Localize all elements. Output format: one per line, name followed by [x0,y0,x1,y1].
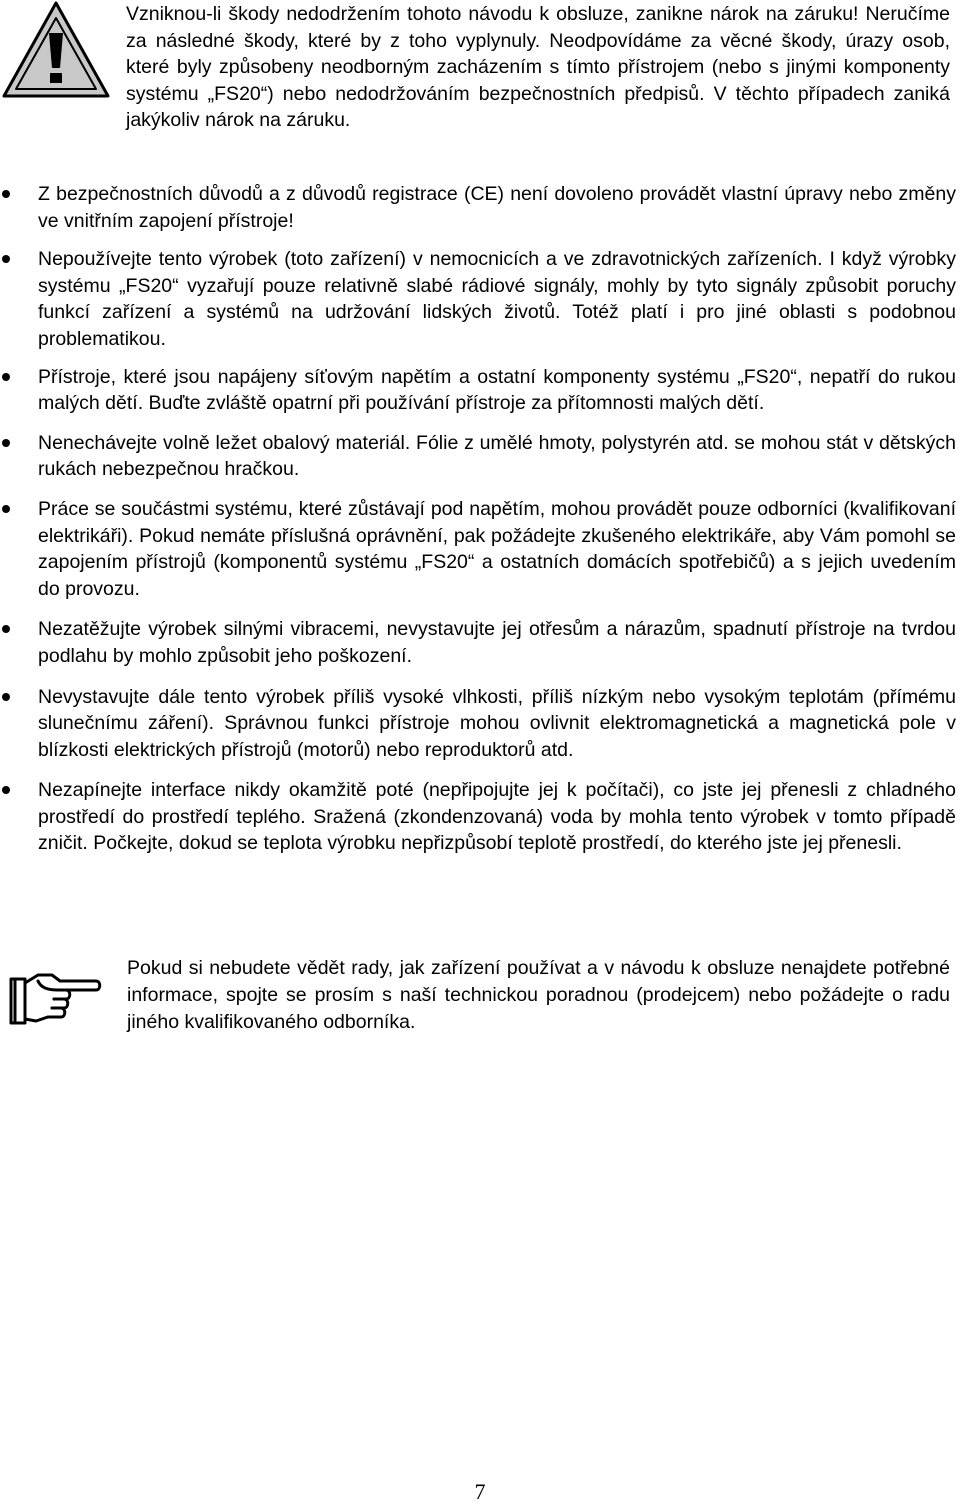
list-item-text: Z bezpečnostních důvodů a z důvodů registrace (CE) není dovoleno provádět vlastní úpravy nebo změny ve vnitřním zapojení přístroje! [38,183,956,232]
list-item-text: Práce se součástmi systému, které zůstávají pod napětím, mohou provádět pouze odborníci (kvalifikovaní elektrikáři). Pokud nemáte příslušná oprávnění, pak požádejte zkušeného elektrikáře, aby Vám pomohl se zapojením přístrojů (komponentů systému „FS20“ a ostatních domácích spotřebičů) a s jejich uvedením do provozu. [38,497,956,600]
bullet-icon [2,190,10,198]
list-item [0,181,956,234]
list-item-text: Nezapínejte interface nikdy okamžitě poté (nepřipojujte jej k počítači), co jste jej přenesli z chladného prostředí do prostředí teplého. Sražená (zkondenzovaná) voda by mohla tento výrobek v tomto případě zničit. Počkejte, dokud se teplota výrobku nepřizpůsobí teplotě prostředí, do kterého jste jej přenesli. [38,779,956,855]
list-item [0,777,956,857]
list-item [0,616,956,669]
bullet-icon [2,693,10,701]
list-item [0,684,956,764]
list-item [0,364,956,417]
bullet-icon [2,255,10,263]
list-item [0,430,956,483]
pointing-hand-icon [8,961,104,1037]
list-item-text: Nenechávejte volně ležet obalový materiál. Fólie z umělé hmoty, polystyrén atd. se mohou stát v dětských rukách nebezpečnou hračkou. [38,431,956,481]
list-item [0,496,956,602]
list-item-text: Nevystavujte dále tento výrobek příliš vysoké vlhkosti, příliš nízkým nebo vysokým teplotám (přímému slunečnímu záření). Správnou funkci přístroje mohou ovlivnit elektromagnetická a magnetická pole v blízkosti elektrických přístrojů (motorů) nebo reproduktorů atd. [38,685,956,761]
bullet-icon [2,505,10,513]
help-note-text: Pokud si nebudete vědět rady, jak zařízení používat a v návodu k obsluze nenajdete potřebné informace, spojte se prosím s naší technickou poradnou (prodejcem) nebo požádejte o radu jiného kvalifikovaného odborníka. [127,957,950,1033]
list-item-text: Nepoužívejte tento výrobek (toto zařízení) v nemocnicích a ve zdravotnických zařízeních. I když výrobky systému „FS20“ vyzařují pouze relativně slabé rádiové signály, mohly by tyto signály způsobit poruchy funkcí zařízení a systémů na udržování lidských životů. Totéž platí i pro jiné oblasti s podobnou problematikou. [38,248,956,350]
safety-instructions-list [0,181,956,857]
list-item [0,246,956,352]
page-number: 7 [474,1479,486,1504]
list-item-text: Nezatěžujte výrobek silnými vibracemi, nevystavujte jej otřesům a nárazům, spadnutí přístroje na tvrdou podlahu by mohlo způsobit jeho poškození. [38,618,956,667]
warning-icon [0,0,112,100]
bullet-icon [2,373,10,381]
bullet-icon [2,625,10,633]
bullet-icon [2,439,10,447]
warning-text: Vzniknou-li škody nedodržením tohoto návodu k obsluze, zanikne nárok na záruku! Neručíme za následné škody, které by z toho vyplynuly. Neodpovídáme za věcné škody, úrazy osob, které byly způsobeny neodborným zacházením s tímto přístrojem (nebo s jinými komponenty systému „FS20“) nebo nedodržováním bezpečnostních předpisů. V těchto případech zaniká jakýkoliv nárok na záruku. [126,3,950,132]
bullet-icon [2,786,10,794]
list-item-text: Přístroje, které jsou napájeny síťovým napětím a ostatní komponenty systému „FS20“, nepatří do rukou malých dětí. Buďte zvláště opatrní při používání přístroje za přítomnosti malých dětí. [38,365,956,415]
